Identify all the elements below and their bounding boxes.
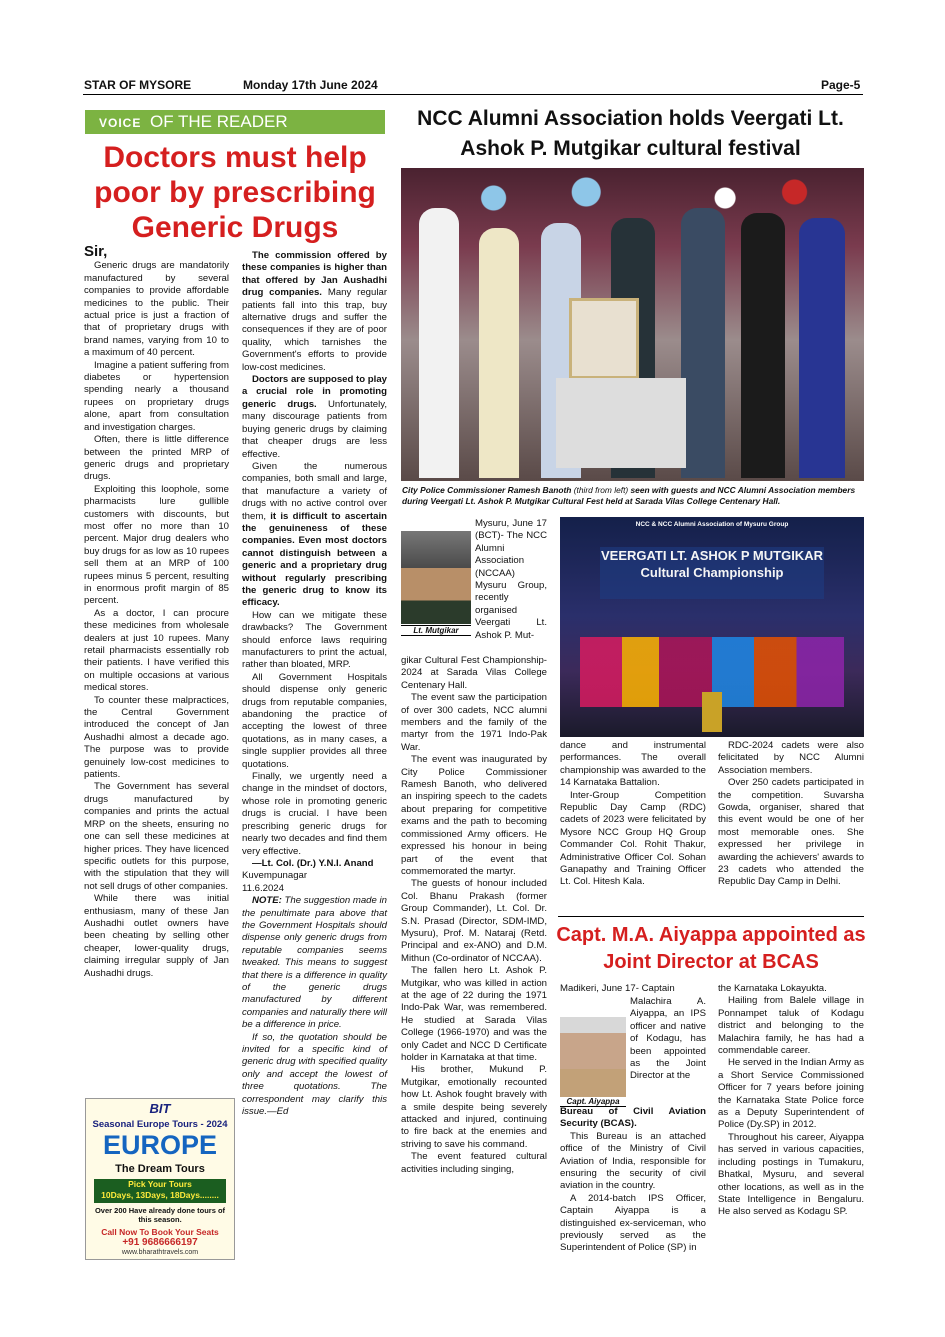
europe-tours-ad[interactable] <box>85 1098 235 1260</box>
aiyappa-intro-narrow <box>630 996 706 1083</box>
aiyappa-column-2 <box>718 983 864 1219</box>
ncc-para: Inter-Group Competition Republic Day Camp (RDC) cadets of 2023 were felicitated by Mysore NCC Group HQ Group Commander Col. Rohit Thakur, Administrative Officer Col. Sohan Ganapathy and Training Officer Lt. Col. Hitesh Kala. <box>560 789 706 888</box>
aiyappa-para: He served in the Indian Army as a Short Service Commissioned Officer for 7 years before joining the Karnataka State Police force as a Deputy Superintendent of Police (Dy.SP) in 2012. <box>718 1057 864 1131</box>
stage-banner: VEERGATI LT. ASHOK P MUTGIKAR Cultural Championship <box>600 547 824 599</box>
letter-signature: —Lt. Col. (Dr.) Y.N.I. Anand <box>252 857 374 869</box>
ncc-para: The fallen hero Lt. Ashok P. Mutgikar, who was killed in action at the age of 22 during the 1971 Indo-Pak War, was remembered. He studied at Sarada Vilas College (1966-1970) and was the only Cadet and NCC D Certificate holder in Karnataka at that time. <box>401 965 547 1063</box>
ad-phone[interactable]: +91 9686666197 <box>122 1237 198 1248</box>
letter-para: Imagine a patient suffering from diabetes or hypertension spending nearly a thousand rupees on proprietary drugs alone, apart from consultation and investigation charges. <box>84 359 229 433</box>
ncc-para: The event saw the participation of over 300 cadets, NCC alumni members and the family of the martyr from the 1971 Indo-Pak War. <box>401 692 547 753</box>
aiyappa-portrait <box>560 1017 626 1097</box>
voice-label: VOICE <box>99 116 142 130</box>
letter-para: All Government Hospitals should dispense only generic drugs from reputable companies, abandoning the practice of accepting the lowest of three quotations, as in many cases, a single supplier provides all three quotations. <box>242 671 387 770</box>
section-rule <box>558 916 864 917</box>
ncc-para: The event was inaugurated by City Police Commissioner Ramesh Banoth, who delivered an inspiring speech to the cadets about preparing for competitive exams and the path to becoming commissioned Army officers. He expressed his honour in being part of the event that commemorated the martyr. <box>401 754 547 877</box>
ad-brand: BIT <box>149 1101 171 1116</box>
editor-note-2: If so, the quotation should be invited for a specific kind of generic drug with specified quality only and accept the lowest of three quotations. The correspondent may clarify this issue.—Ed <box>242 1031 387 1118</box>
letter-para: Given the numerous companies, both small and large, that manufacture a variety of drugs with no active control over them, it is difficult to ascertain the genuineness of these companies. Even most doctors cannot distinguish between a generic and a proprietary drug without regularly prescribing the generic drug to know its efficacy. <box>242 460 387 609</box>
ad-tagline: Seasonal Europe Tours - 2024 <box>92 1119 228 1130</box>
ncc-photo-caption: City Police Commissioner Ramesh Banoth (third from left) seen with guests and NCC Alumni Association members during Veergati Lt. Ashok P. Mutgikar Cultural Fest held at Sarada Vilas College Centenary Hall. <box>402 485 856 506</box>
ncc-column-1 <box>401 655 547 1176</box>
ncc-para: The guests of honour included Col. Bhanu Prakash (former Group Commander), Lt. Col. Dr. S.N. Prasad (Director, SDM-IMD, Mysuru), Prof. M. Nataraj (Retd. Principal and ex-ANO) and D.M. Mithun (Co-ordinator of NCCAA). <box>401 878 547 964</box>
aiyappa-column-1 <box>560 1106 706 1255</box>
ncc-column-2 <box>560 740 706 889</box>
letter-column-1 <box>84 243 229 980</box>
ad-website[interactable]: www.bharathtravels.com <box>121 1249 199 1256</box>
letter-date: 11.6.2024 <box>242 882 284 894</box>
ncc-headline: NCC Alumni Association holds Veergati Lt. Ashok P. Mutgikar cultural festival <box>417 107 844 160</box>
page-number: Page-5 <box>821 78 861 92</box>
ad-subtitle: The Dream Tours <box>115 1163 205 1175</box>
salutation: Sir, <box>84 243 108 260</box>
ncc-para: dance and instrumental performances. The overall championship was awarded to the 14 Karnataka Battalion. <box>560 740 706 789</box>
header-rule <box>83 94 863 95</box>
ncc-intro: Mysuru, June 17 (BCT)- The NCC Alumni Association (NCCAA) Mysuru Group, recently organised Veergati Lt. Ashok P. Mut- <box>475 518 547 641</box>
aiyappa-para: Hailing from Balele village in Ponnampet taluk of Kodagu district and belonging to the Malachira family, he has had a commendable career. <box>718 995 864 1057</box>
newspaper-name: STAR OF MYSORE <box>84 78 192 92</box>
ncc-group-photo <box>401 168 864 481</box>
person-figure <box>479 228 519 478</box>
letter-para: Doctors are supposed to play a crucial role in promoting generic drugs. Unfortunately, many discourage patients from buying generic drugs by claiming that cheaper drugs are less effective. <box>242 374 387 460</box>
ncc-para: His brother, Mukund P. Mutgikar, emotionally recounted how Lt. Ashok fought bravely with a smile despite being severely attacked and injured, continuing to fire back at the enemies and striving to save his command. <box>401 1064 547 1150</box>
aiyappa-para: A 2014-batch IPS Officer, Captain Aiyappa is a distinguished ex-serviceman, who previously served as the Superintendent of Police (SP) in <box>560 1192 706 1254</box>
aiyappa-para: the Karnataka Lokayukta. <box>718 983 827 994</box>
aiyappa-caption: Capt. Aiyappa <box>560 1097 626 1107</box>
ad-call: Call Now To Book Your Seats <box>101 1227 219 1237</box>
editor-note: NOTE: The suggestion made in the penultimate para above that the Government Hospitals should dispense only generic drugs from reputable companies seems tweaked. This means to suggest that there is a difference in quality of the generic drugs manufactured by different companies and naturally there will be a difference in price. <box>242 895 387 1031</box>
letter-column-2 <box>242 250 387 1118</box>
ad-pick: Pick Your Tours <box>128 1179 192 1189</box>
ad-days: 10Days, 13Days, 18Days........ <box>101 1190 219 1200</box>
ncc-intro-cont: gikar Cultural Fest Championship-2024 at Sarada Vilas College Centenary Hall. <box>401 655 547 691</box>
ncc-para: The event featured cultural activities including singing, <box>401 1151 547 1175</box>
podium <box>556 378 686 468</box>
voice-banner <box>85 110 385 134</box>
letter-para: Exploiting this loophole, some pharmacists lure gullible customers with discounts, but most offer no more than 10 percent. Major drug dealers who buy drugs for as low as 10 rupees sell them at an MRP of 100 rupees minus 5 percent, resulting in enormous profit margin of 85 percent. <box>84 483 229 607</box>
ncc-column-3 <box>718 740 864 889</box>
person-figure <box>799 218 845 478</box>
aiyappa-intro: Malachira A. Aiyappa, an IPS officer and native of Kodagu, has been appointed as the Joint Director at the <box>630 996 706 1082</box>
aiyappa-bureau: Bureau of Civil Aviation Security (BCAS). <box>560 1106 706 1130</box>
letter-para: Finally, we urgently need a change in the mindset of doctors, whose role in promoting generic drugs is crucial. I have been prescribing generic drugs for nearly two decades and find them very effective. <box>242 771 387 857</box>
aiyappa-intro-top <box>560 983 706 995</box>
letter-para: To counter these malpractices, the Central Government introduced the concept of Jan Aushadhi almost a decade ago. The purpose was to provide genuinely low-cost medicines to patients. <box>84 694 229 781</box>
letter-para: How can we mitigate these drawbacks? The Government should enforce laws requiring manufacturers to print the actual, rather than bloated, MRP. <box>242 609 387 671</box>
letter-para: The Government has several drugs manufactured by companies and prints the actual MRP on the sheets, ensuring no one can sell these medicines at higher prices. They have licenced specific outlets for this purpose, with the stipulation that they will not sell drugs of other companies. <box>84 781 229 892</box>
letter-para: Often, there is little difference between the printed MRP of generic drugs and proprietary drugs. <box>84 434 229 483</box>
person-figure <box>741 213 785 478</box>
ncc-intro-narrow <box>475 518 547 642</box>
ncc-para: Over 250 cadets participated in the competition. Suvarsha Gowda, organiser, shared that this event would be one of her most memorable ones. She expressed her privilege in awarding the achievers' awards to 23 cadets who attended the Republic Day Camp in Delhi. <box>718 777 864 888</box>
person-figure <box>419 208 459 478</box>
ad-headline: EUROPE <box>102 1130 218 1160</box>
mutgikar-caption: Lt. Mutgikar <box>401 625 471 636</box>
person-figure <box>681 208 725 478</box>
letter-para: The commission offered by these companies is higher than that offered by Jan Aushadhi drug companies. Many regular patients fall into this trap, buy alternative drugs and suffer the consequences if they are of poor quality, which tarnishes the Government's efforts to provide low-cost medicines. <box>242 250 388 373</box>
letter-para: While there was initial enthusiasm, many of these Jan Aushadhi outlet owners have been cheating by selling other cheaper, lower-quality drugs, claiming irregular supply of Jan Aushadhi drugs. <box>84 893 229 979</box>
ad-over: Over 200 Have already done tours of this season. <box>94 1206 226 1224</box>
ad-tours-box <box>94 1179 226 1203</box>
ncc-para: RDC-2024 cadets were also felicitated by NCC Alumni Association members. <box>718 740 864 776</box>
letter-para: As a doctor, I can procure these medicines from wholesale dealers at just 10 rupees. Many retail pharmacists essentially rob their patients. I have verified this on multiple occasions at various medical stores. <box>84 607 229 694</box>
ceremonial-lamp <box>702 692 722 732</box>
letter-place: Kuvempunagar <box>242 870 308 882</box>
letter-headline: Doctors must help poor by prescribing Generic Drugs <box>94 141 376 244</box>
cultural-fest-photo <box>560 517 864 737</box>
issue-date: Monday 17th June 2024 <box>243 78 378 92</box>
aiyappa-headline: Capt. M.A. Aiyappa appointed as Joint Director at BCAS <box>556 924 866 973</box>
reader-label: OF THE READER <box>150 112 288 131</box>
mutgikar-portrait <box>401 531 471 624</box>
aiyappa-para: Throughout his career, Aiyappa has served in various capacities, including postings in Tumakuru, Bhatkal, Mysuru, and several other locations, as well as in the State Intelligence in Bengaluru. He also served as Kodagu SP. <box>718 1131 864 1218</box>
letter-para: Generic drugs are mandatorily manufactured by several companies to provide affordable medicines to the public. Their actual price is just a fraction of that of proprietary drugs with brand names, varying from 10 to a maximum of 40 percent. <box>84 260 229 359</box>
aiyappa-para: This Bureau is an attached office of the Ministry of Civil Aviation of India, responsible for ensuring the security of civil aviation in the country. <box>560 1130 706 1192</box>
stage-banner-top: NCC & NCC Alumni Association of Mysuru Group <box>635 521 789 528</box>
portrait-frame <box>569 298 639 379</box>
aiyappa-dateline: Madikeri, June 17- Captain <box>560 983 675 994</box>
